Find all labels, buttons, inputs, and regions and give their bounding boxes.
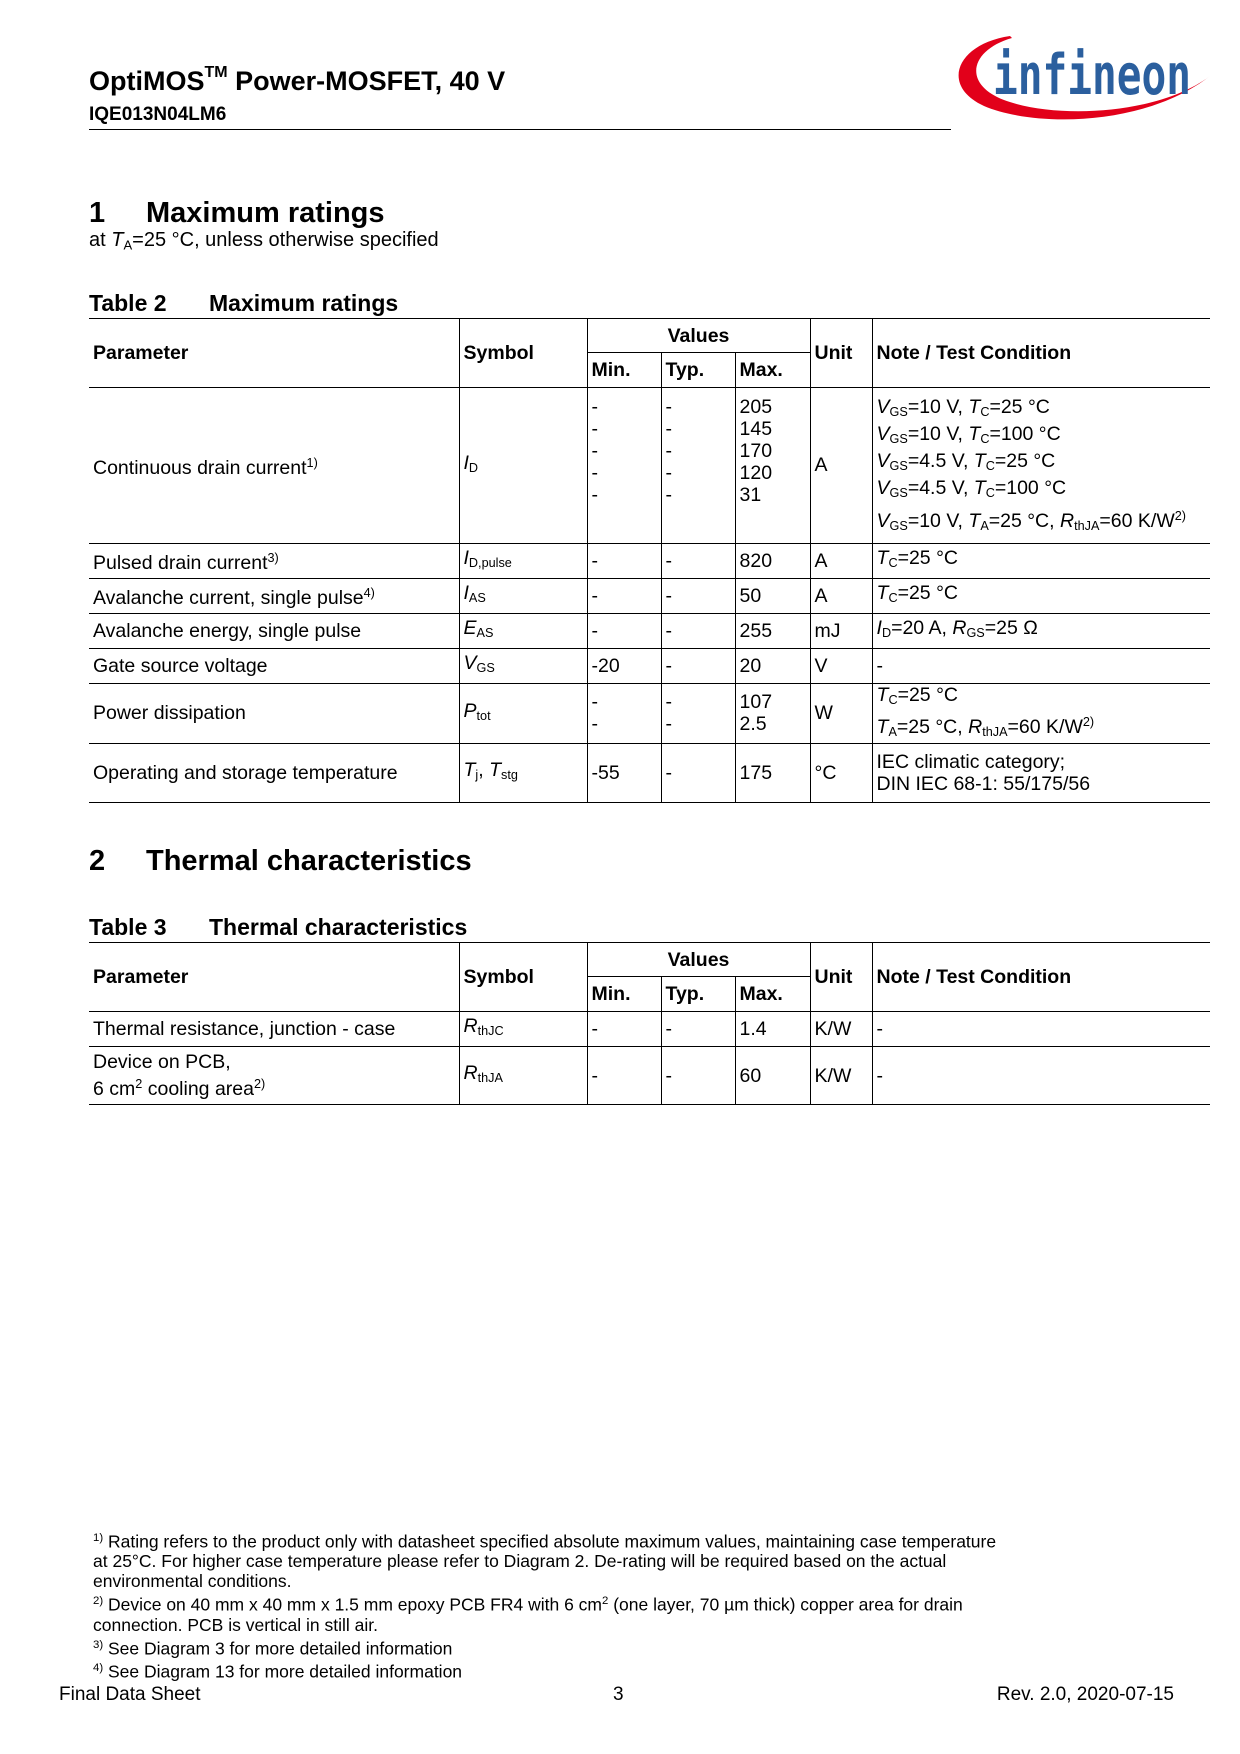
note-cell: $T_C=25$ °C $T_A=25$ °C, $R_{thJA}=60$ $K/W^{2)}$ xyxy=(872,683,1210,743)
col-header-parameter: Parameter xyxy=(89,943,459,1012)
col-header-note: Note / Test Condition xyxy=(872,319,1210,388)
typ-cell: - - xyxy=(661,683,735,743)
col-header-values: Values xyxy=(587,943,810,977)
min-cell: - xyxy=(587,1047,661,1105)
col-header-max: Max. xyxy=(735,977,810,1012)
table-3-caption: Table 3 Thermal characteristics xyxy=(89,914,468,940)
parameter-cell: Operating and storage temperature xyxy=(89,744,459,803)
col-header-note: Note / Test Condition xyxy=(872,943,1210,1012)
unit-cell: A xyxy=(810,543,872,578)
symbol-cell: $R_{thJA}$ xyxy=(459,1047,587,1105)
table-row xyxy=(89,613,1210,648)
col-header-unit: Unit xyxy=(810,319,872,388)
col-header-parameter: Parameter xyxy=(89,319,459,388)
footnote-1: $^{1)}$ Rating refers to the product only with datasheet specified absolute maximum values, maintaining case temperature xyxy=(93,1531,997,1552)
trademark-mark: TM xyxy=(204,64,228,81)
typ-cell: - xyxy=(661,578,735,613)
footnote-1-line-3: environmental conditions. xyxy=(93,1571,292,1592)
max-cell: 1.4 xyxy=(735,1012,810,1047)
table-row xyxy=(89,543,1210,578)
parameter-cell: Avalanche current, single pulse$^{4)}$ xyxy=(89,578,459,613)
min-cell: - xyxy=(587,543,661,578)
symbol-cell: $E_{AS}$ xyxy=(459,613,587,648)
unit-cell: W xyxy=(810,683,872,743)
min-cell: - xyxy=(587,578,661,613)
unit-cell: K/W xyxy=(810,1047,872,1105)
typ-cell: - - - - - xyxy=(661,388,735,544)
unit-cell: A xyxy=(810,578,872,613)
table-2-caption: Table 2 Maximum ratings xyxy=(89,290,399,316)
col-header-min: Min. xyxy=(587,353,661,388)
table-row xyxy=(89,683,1210,743)
parameter-cell: Thermal resistance, junction - case xyxy=(89,1012,459,1047)
note-cell: $T_C=25$ °C xyxy=(872,543,1210,578)
table-row xyxy=(89,1012,1210,1047)
typ-cell: - xyxy=(661,1047,735,1105)
note-cell: - xyxy=(872,648,1210,683)
footnote-2-line-2: connection. PCB is vertical in still air. xyxy=(93,1614,378,1635)
note-cell: $T_C=25$ °C xyxy=(872,578,1210,613)
note-cell: $V_{GS}=10$ V, $T_C=25$ °C $V_{GS}=10$ V, $T_C=100$ °C $V_{GS}=4.5$ V, $T_C=25$ °C $V_{GS}=4.5$ V, $T_C=100$ °C $V_{GS}=10$ V, $T_A=25$ °C, $R_{thJA}=60$ $K/W^{2)}$ xyxy=(872,388,1210,544)
col-header-typ: Typ. xyxy=(661,977,735,1012)
max-cell: 175 xyxy=(735,744,810,803)
col-header-min: Min. xyxy=(587,977,661,1012)
max-cell: 820 xyxy=(735,543,810,578)
maximum-ratings-table xyxy=(89,318,1210,803)
max-cell: 60 xyxy=(735,1047,810,1105)
symbol-cell: $I_D$ xyxy=(459,388,587,544)
section-1-subtitle: at $T_A=25$ °C, unless otherwise specified xyxy=(89,229,439,253)
unit-cell: K/W xyxy=(810,1012,872,1047)
min-cell: -20 xyxy=(587,648,661,683)
section-1-heading: 1 Maximum ratings xyxy=(89,197,385,229)
parameter-cell: Gate source voltage xyxy=(89,648,459,683)
parameter-cell: Avalanche energy, single pulse xyxy=(89,613,459,648)
unit-cell: V xyxy=(810,648,872,683)
col-header-max: Max. xyxy=(735,353,810,388)
typ-cell: - xyxy=(661,744,735,803)
symbol-cell: $R_{thJC}$ xyxy=(459,1012,587,1047)
footer-revision: Rev. 2.0, 2020-07-15 xyxy=(996,1684,1174,1705)
note-cell: - xyxy=(872,1047,1210,1105)
max-cell: 205 145 170 120 31 xyxy=(735,388,810,544)
footnotes xyxy=(93,1528,1123,1681)
typ-cell: - xyxy=(661,613,735,648)
footnote-1-line-2: at 25°C. For higher case temperature please refer to Diagram 2. De-rating will be required based on the actual xyxy=(93,1551,947,1572)
col-header-symbol: Symbol xyxy=(459,943,587,1012)
unit-cell: °C xyxy=(810,744,872,803)
symbol-cell: $I_{D,pulse}$ xyxy=(459,543,587,578)
symbol-cell: $V_{GS}$ xyxy=(459,648,587,683)
table-row xyxy=(89,1047,1210,1105)
infineon-logo xyxy=(948,14,1208,130)
max-cell: 107 2.5 xyxy=(735,683,810,743)
note-cell: - xyxy=(872,1012,1210,1047)
min-cell: - - xyxy=(587,683,661,743)
min-cell: - xyxy=(587,1012,661,1047)
part-number: IQE013N04LM6 xyxy=(89,104,227,125)
table-row xyxy=(89,388,1210,544)
footnote-2: $^{2)}$ Device on 40 mm x 40 mm x 1.5 mm epoxy PCB FR4 with 6 $cm^2$ (one layer, 70 µm thick) copper area for drain xyxy=(93,1594,963,1615)
footer-doc-type: Final Data Sheet xyxy=(59,1684,201,1705)
typ-cell: - xyxy=(661,1012,735,1047)
col-header-values: Values xyxy=(587,319,810,353)
parameter-cell: Device on PCB, 6 $cm^2$ cooling area$^{2)}$ xyxy=(89,1047,459,1105)
table-row xyxy=(89,744,1210,803)
document-title: OptiMOS™ Power-MOSFET, 40 V xyxy=(89,64,506,96)
note-cell: IEC climatic category; DIN IEC 68-1: 55/175/56 xyxy=(872,744,1210,803)
footer-page-number: 3 xyxy=(613,1684,624,1705)
note-cell: $I_D=20$ A, $R_{GS}=25$ Ω xyxy=(872,613,1210,648)
parameter-cell: Power dissipation xyxy=(89,683,459,743)
unit-cell: A xyxy=(810,388,872,544)
section-2-heading: 2 Thermal characteristics xyxy=(89,845,472,877)
symbol-cell: $T_j$, $T_{stg}$ xyxy=(459,744,587,803)
header-divider xyxy=(89,129,951,130)
max-cell: 255 xyxy=(735,613,810,648)
unit-cell: mJ xyxy=(810,613,872,648)
footnote-3: $^{3)}$ See Diagram 3 for more detailed information xyxy=(93,1637,453,1658)
col-header-typ: Typ. xyxy=(661,353,735,388)
max-cell: 20 xyxy=(735,648,810,683)
table-row xyxy=(89,648,1210,683)
max-cell: 50 xyxy=(735,578,810,613)
thermal-characteristics-table xyxy=(89,942,1210,1105)
min-cell: -55 xyxy=(587,744,661,803)
parameter-cell: Continuous drain current$^{1)}$ xyxy=(89,388,459,544)
min-cell: - xyxy=(587,613,661,648)
svg-text:infineon: infineon xyxy=(993,43,1191,108)
col-header-symbol: Symbol xyxy=(459,319,587,388)
symbol-cell: $P_{tot}$ xyxy=(459,683,587,743)
typ-cell: - xyxy=(661,543,735,578)
typ-cell: - xyxy=(661,648,735,683)
table-row xyxy=(89,578,1210,613)
footnote-4: $^{4)}$ See Diagram 13 for more detailed information xyxy=(93,1661,463,1681)
parameter-cell: Pulsed drain current$^{3)}$ xyxy=(89,543,459,578)
col-header-unit: Unit xyxy=(810,943,872,1012)
symbol-cell: $I_{AS}$ xyxy=(459,578,587,613)
min-cell: - - - - - xyxy=(587,388,661,544)
